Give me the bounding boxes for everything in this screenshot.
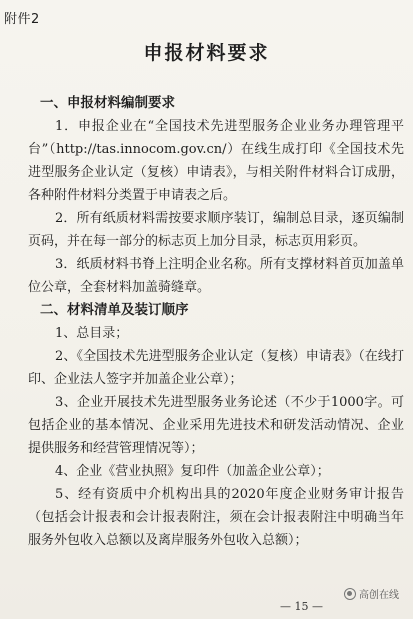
page-number: — 15 — — [280, 600, 323, 613]
paragraph-2-3: 3、企业开展技术先进型服务业务论述（不少于1000字。可包括企业的基本情况、企业采用先进技术和研发活动情况、企业提供服务和经营管理情况等）； — [28, 395, 404, 456]
watermark — [344, 586, 399, 601]
paragraph-2-5: 5、经有资质中介机构出具的2020年度企业财务审计报告（包括会计报表和会计报表附注，须在会计报表附注中明确当年服务外包收入总额以及离岸服务外包收入总额）； — [28, 487, 404, 548]
section-heading-checklist: 二、材料清单及装订顺序 — [40, 302, 189, 318]
document-body — [28, 92, 404, 552]
paragraph-1-2: 2．所有纸质材料需按要求顺序装订，编制总目录，逐页编制页码，并在每一部分的标志页上加分目录，标志页用彩页。 — [28, 211, 404, 249]
paragraph-1-3: 3．纸质材料书脊上注明企业名称。所有支撑材料首页加盖单位公章，全套材料加盖骑缝章。 — [28, 257, 404, 295]
paragraph-2-1: 1、总目录； — [55, 326, 129, 341]
page-title: 申报材料要求 — [143, 42, 270, 64]
watermark-text: 高创在线 — [359, 590, 399, 601]
paragraph-2-2: 2、《全国技术先进型服务企业认定（复核）申请表》（在线打印、企业法人签字并加盖企业公章）； — [28, 349, 404, 387]
section-heading-requirements: 一、申报材料编制要求 — [40, 95, 175, 111]
wechat-icon — [344, 588, 356, 600]
paragraph-2-4: 4、企业《营业执照》复印件（加盖企业公章）； — [55, 464, 330, 479]
paragraph-1-1: 1．申报企业在“全国技术先进型服务企业业务办理管理平台”（http://tas.innocom.gov.cn/）在线生成打印《全国技术先进型服务企业认定（复核）申请表》，与相关附件材料合订成册，各种附件材料分类置于申请表之后。 — [28, 119, 404, 203]
attachment-label: 附件2 — [4, 12, 40, 27]
